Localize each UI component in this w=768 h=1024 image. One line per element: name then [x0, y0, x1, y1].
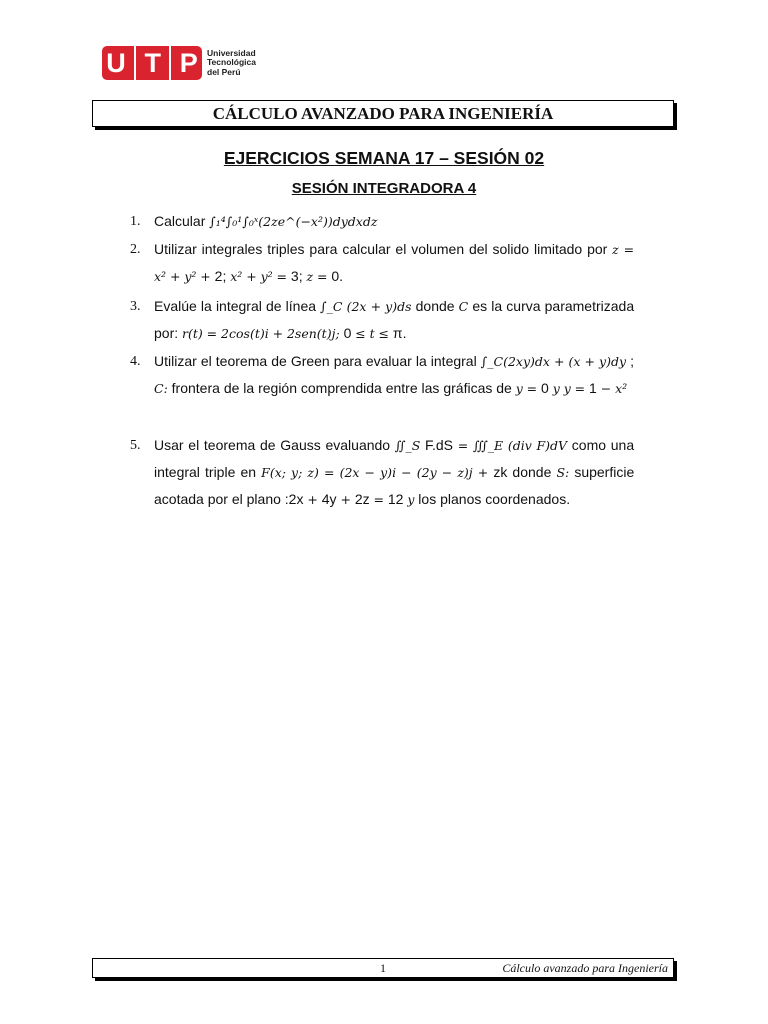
exercise-token: F)dV	[536, 438, 568, 453]
exercise-1	[130, 208, 634, 235]
session-subheading: SESIÓN INTEGRADORA 4	[291, 180, 477, 197]
exercise-token: F.dS	[425, 437, 454, 453]
exercise-token: :2x	[284, 491, 304, 507]
exercise-token: la	[415, 353, 427, 369]
exercise-token: (2x	[339, 465, 360, 480]
exercise-token: la	[243, 380, 255, 396]
exercise-token: 1	[589, 380, 597, 396]
exercise-token: =	[574, 381, 586, 396]
exercise-token: +	[307, 492, 318, 507]
exercise-token: y)i	[380, 465, 397, 480]
exercise-token: los	[418, 491, 437, 507]
exercise-token: ≤	[355, 326, 366, 341]
exercise-token: ≤	[378, 326, 390, 341]
exercise-number: 3.	[130, 299, 141, 314]
exercise-token: =	[623, 242, 635, 257]
exercise-token: línea	[285, 298, 317, 314]
exercise-token: integral	[154, 464, 200, 480]
exercise-4	[130, 348, 634, 402]
exercise-token: +	[477, 465, 489, 480]
exercise-token: por:	[154, 325, 179, 341]
exercise-token: =	[373, 492, 384, 507]
exercise-token: solido	[492, 241, 530, 257]
exercise-token: (div	[507, 438, 532, 453]
exercise-token: del	[468, 241, 488, 257]
exercise-token: S:	[556, 465, 570, 480]
exercise-token: −	[364, 465, 376, 480]
exercise-token: ∭_E	[472, 438, 504, 453]
exercise-token: y)ds	[385, 299, 412, 314]
exercise-token: r(t)	[182, 326, 203, 341]
exercise-token: C:	[154, 381, 168, 396]
exercise-token: 0	[343, 325, 352, 341]
exercise-token: +	[340, 492, 351, 507]
exercises-heading: EJERCICIOS SEMANA 17 – SESIÓN 02	[223, 148, 545, 168]
exercise-token: +	[272, 326, 284, 341]
exercise-token: acotada	[154, 491, 204, 507]
exercise-token: el	[395, 241, 407, 257]
exercise-token: z	[306, 269, 314, 284]
exercise-token: teorema	[215, 353, 268, 369]
exercise-token: 2z	[354, 491, 370, 507]
exercise-token: 2cos(t)i	[221, 326, 269, 341]
exercise-token: evaluar	[365, 353, 412, 369]
exercise-token: parametrizada	[544, 298, 635, 314]
exercise-token: Utilizar	[154, 353, 197, 369]
exercise-token: π.	[392, 325, 407, 341]
exercise-token: 3;	[290, 268, 303, 284]
exercise-token: +	[246, 269, 257, 284]
exercise-token: superficie	[574, 464, 635, 480]
exercise-token: =	[457, 438, 469, 453]
exercise-number: 1.	[130, 214, 141, 229]
exercise-number: 4.	[130, 354, 141, 369]
exercise-token: z)	[307, 465, 319, 480]
exercise-token: y	[407, 492, 415, 507]
exercise-token: −	[401, 465, 412, 480]
exercise-token: limitado	[533, 241, 583, 257]
exercise-token: Usar	[154, 437, 184, 453]
exercise-token: por	[587, 241, 608, 257]
utp-logo	[102, 46, 256, 80]
exercise-token: plano	[246, 491, 281, 507]
exercise-token: frontera	[171, 380, 220, 396]
exercise-token: para	[309, 241, 338, 257]
exercise-token: de	[496, 380, 512, 396]
exercise-token: =	[316, 269, 328, 284]
exercise-token: de	[223, 380, 240, 396]
exercise-token: C	[458, 299, 469, 314]
exercise-token: una	[610, 437, 635, 453]
page-footer	[92, 958, 674, 978]
exercise-token: +	[200, 269, 211, 284]
exercise-token: donde	[415, 298, 455, 314]
logo-letter-u: U	[106, 47, 126, 78]
exercise-token: de	[259, 437, 276, 453]
exercise-text	[154, 236, 634, 290]
exercise-token: =	[526, 381, 538, 396]
exercise-token: 0	[541, 380, 549, 396]
exercise-token: integral	[430, 353, 477, 369]
exercise-text	[154, 208, 634, 235]
exercise-token: 4y	[321, 491, 337, 507]
exercise-token: comprendida	[300, 380, 382, 396]
exercise-token: +	[169, 269, 181, 284]
exercise-token: como	[571, 437, 607, 453]
exercise-token: 12	[387, 491, 404, 507]
exercise-text	[154, 293, 634, 347]
exercise-token: volumen	[411, 241, 465, 257]
page-number: 1	[380, 961, 386, 975]
exercise-token: Calcular	[154, 213, 206, 229]
exercise-token: el	[231, 491, 243, 507]
exercise-token: 0.	[331, 268, 344, 284]
course-title-box	[92, 100, 674, 127]
exercise-token: (2y	[416, 465, 437, 480]
exercise-token: −	[600, 381, 612, 396]
exercise-token: y	[563, 381, 571, 396]
exercise-token: =	[323, 465, 335, 480]
logo-separator	[134, 46, 136, 80]
exercise-token: de	[265, 298, 282, 314]
exercise-token: es	[472, 298, 488, 314]
exercise-token: ∫₁⁴∫₀¹∫₀ˣ(2ze^(−x²))dydxdz	[209, 214, 378, 229]
exercise-number: 2.	[130, 242, 141, 257]
exercise-token: y²	[260, 269, 273, 284]
logo-letter-t: T	[144, 47, 161, 78]
exercise-token: x²	[615, 381, 628, 396]
exercise-token: −	[441, 465, 453, 480]
exercise-5	[130, 432, 634, 513]
exercise-token: integral	[215, 298, 262, 314]
university-name-line: Tecnológica	[207, 57, 256, 68]
exercise-token: x²	[154, 269, 167, 284]
exercise-token: las	[421, 380, 440, 396]
logo-letter-p: P	[179, 47, 198, 78]
exercise-token: gráficas	[443, 380, 493, 396]
course-title: CÁLCULO AVANZADO PARA INGENIERÍA	[212, 103, 554, 123]
exercise-token: donde	[512, 464, 552, 480]
exercise-token: triple	[205, 464, 236, 480]
university-name-line: del Perú	[207, 66, 241, 77]
exercise-token: 2;	[214, 268, 227, 284]
exercise-token: +	[554, 354, 565, 369]
exercise-token: t	[369, 326, 375, 341]
exercise-token: =	[206, 326, 218, 341]
exercise-token: entre	[385, 380, 418, 396]
exercise-token: x²	[230, 269, 243, 284]
exercise-token: triples	[267, 241, 305, 257]
exercise-token: calcular	[342, 241, 391, 257]
exercise-token: z)j	[457, 465, 473, 480]
exercise-token: evaluando	[325, 437, 391, 453]
exercise-token: integrales	[201, 241, 263, 257]
exercise-text	[154, 348, 634, 402]
utp-logo-box	[102, 46, 202, 80]
exercise-text	[154, 432, 634, 513]
exercise-token: ∬_S	[394, 438, 421, 453]
exercise-token: teorema	[203, 437, 256, 453]
exercise-token: 2sen(t)j;	[286, 326, 340, 341]
exercise-token: la	[200, 298, 212, 314]
exercise-token: Green	[290, 353, 330, 369]
exercise-token: y)dy	[599, 354, 627, 369]
exercise-number: 5.	[130, 438, 141, 453]
exercise-token: el	[200, 353, 212, 369]
exercise-token: y;	[291, 465, 303, 480]
exercise-token: Gauss	[280, 437, 321, 453]
exercise-token: región	[258, 380, 297, 396]
exercise-token: (x	[568, 354, 581, 369]
exercise-token: ∫_C	[320, 299, 343, 314]
exercise-token: +	[370, 299, 382, 314]
exercise-token: +	[584, 354, 595, 369]
exercise-token: y²	[184, 269, 197, 284]
exercise-token: la	[491, 298, 503, 314]
exercise-3	[130, 293, 634, 347]
exercise-token: F(x;	[261, 465, 286, 480]
exercise-token: coordenados.	[485, 491, 571, 507]
exercise-token: el	[188, 437, 200, 453]
exercise-token: Utilizar	[154, 241, 197, 257]
exercise-token: zk	[493, 464, 508, 480]
exercise-token: curva	[506, 298, 541, 314]
exercise-2	[130, 236, 634, 290]
exercise-token: planos	[440, 491, 482, 507]
exercise-token: por	[207, 491, 228, 507]
exercise-token: ∫_C(2xy)dx	[480, 354, 550, 369]
exercise-token: z	[612, 242, 619, 257]
exercise-token: de	[271, 353, 287, 369]
exercise-token: y	[515, 381, 523, 396]
exercise-token: (2x	[346, 299, 367, 314]
exercise-token: =	[276, 269, 288, 284]
exercise-token: ;	[630, 353, 634, 369]
exercise-token: y	[552, 381, 560, 396]
exercise-token: en	[240, 464, 257, 480]
logo-separator	[169, 46, 171, 80]
university-name-line: Universidad	[207, 47, 256, 58]
footer-course-name: Cálculo avanzado para Ingeniería	[502, 961, 668, 975]
exercise-token: Evalúe	[154, 298, 197, 314]
university-name	[207, 49, 256, 78]
exercise-token: para	[333, 353, 362, 369]
